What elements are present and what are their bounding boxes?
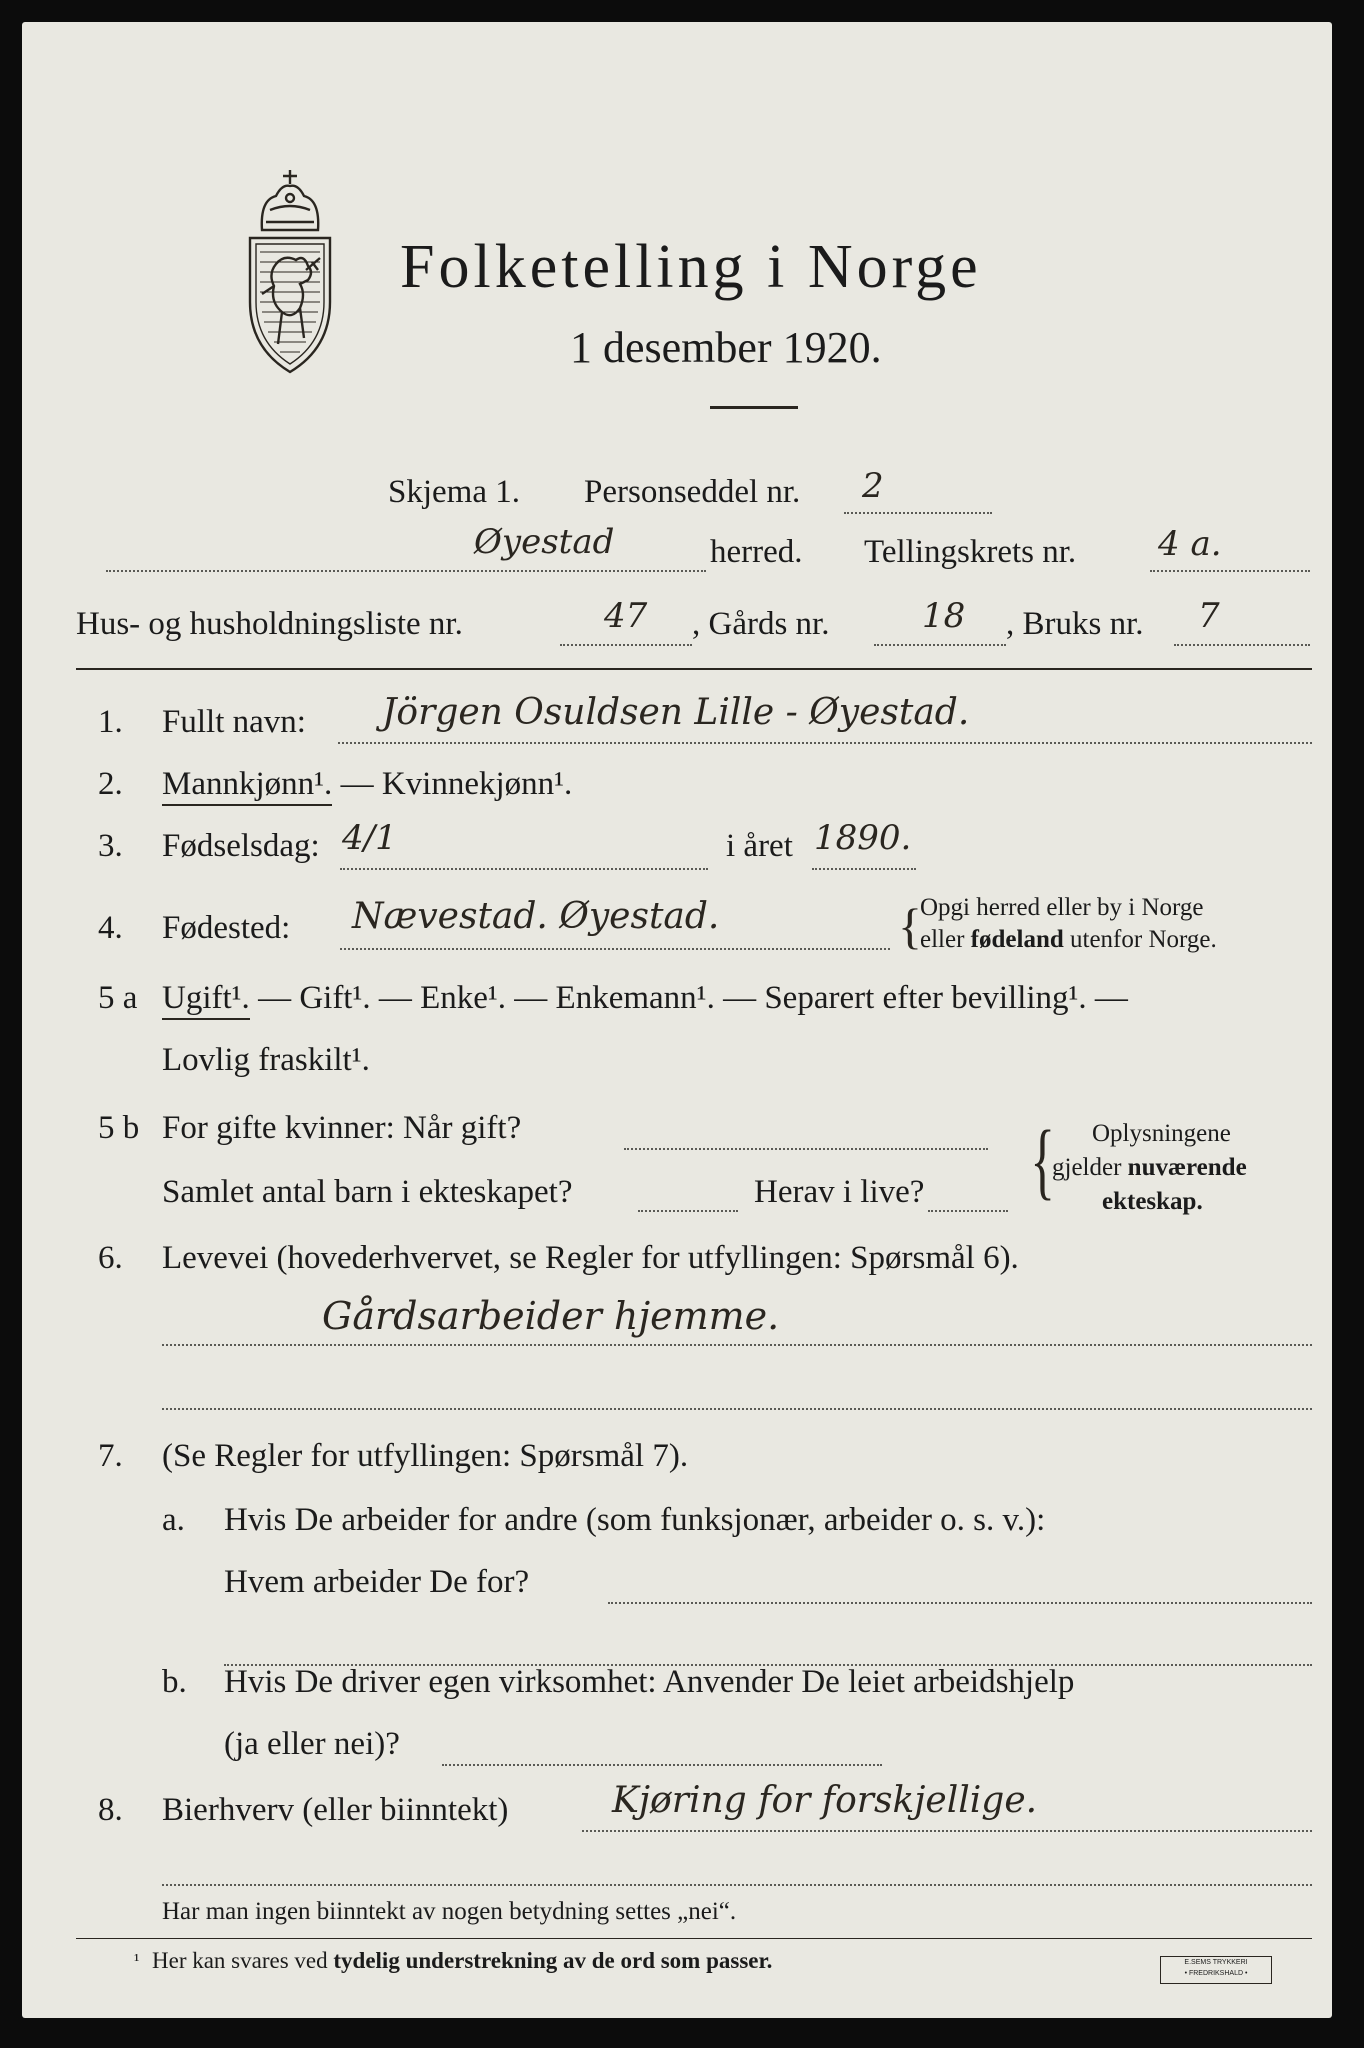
q5a-other-options[interactable]: — Gift¹. — Enke¹. — Enkemann¹. — Separert efter bevilling¹. — <box>258 980 1128 1016</box>
q5b-number: 5 b <box>98 1110 140 1146</box>
q4-note-line2: eller fødeland utenfor Norge. <box>920 926 1217 953</box>
q3-year-label: i året <box>726 828 793 864</box>
q3-label: Fødselsdag: <box>162 828 320 864</box>
q1-full-name[interactable]: Jörgen Osuldsen Lille - Øyestad. <box>382 692 970 733</box>
footer-note: Har man ingen biinntekt av nogen betydning settes „nei“. <box>162 1898 737 1925</box>
q7a-label: Hvis De arbeider for andre (som funksjonær, arbeider o. s. v.): <box>224 1502 1046 1538</box>
footnote-text: Her kan svares ved tydelig understrekning av de ord som passer. <box>152 1948 773 1973</box>
q8-number: 8. <box>98 1792 123 1828</box>
q7-label: (Se Regler for utfyllingen: Spørsmål 7). <box>162 1438 689 1474</box>
q1-number: 1. <box>98 704 123 740</box>
form-title: Folketelling i Norge <box>400 233 982 301</box>
q5b-label: For gifte kvinner: Når gift? <box>162 1110 522 1146</box>
q3-birthday-value[interactable]: 4/1 <box>342 818 397 858</box>
census-form-page <box>22 22 1332 2018</box>
q5b-note-line3: ekteskap. <box>1102 1188 1203 1215</box>
q2-female-option[interactable]: — Kvinnekjønn¹. <box>340 766 573 802</box>
q7b-letter: b. <box>162 1664 187 1700</box>
bruks-label: , Bruks nr. <box>1006 606 1144 642</box>
q4-birthplace-value[interactable]: Nævestad. Øyestad. <box>352 896 720 937</box>
q7a-letter: a. <box>162 1502 185 1538</box>
q5b-note-line2: gjelder nuværende <box>1052 1154 1247 1181</box>
q5a-number: 5 a <box>98 980 138 1016</box>
bruks-value[interactable]: 7 <box>1198 596 1220 636</box>
q1-label: Fullt navn: <box>162 704 306 740</box>
gards-value[interactable]: 18 <box>922 596 966 636</box>
coat-of-arms-icon <box>230 162 350 382</box>
husliste-label: Hus- og husholdningsliste nr. <box>76 606 463 642</box>
q6-occupation-value[interactable]: Gårdsarbeider hjemme. <box>322 1294 780 1338</box>
form-date: 1 desember 1920. <box>570 323 882 372</box>
q7a-employer-label: Hvem arbeider De for? <box>224 1564 530 1600</box>
herred-value[interactable]: Øyestad <box>474 522 615 562</box>
printer-stamp: E.SEMS TRYKKERI • FREDRIKSHALD • <box>1160 1956 1272 1984</box>
q5a-fraskilt-option[interactable]: Lovlig fraskilt¹. <box>162 1042 370 1078</box>
husliste-value[interactable]: 47 <box>604 596 648 636</box>
q3-year-value[interactable]: 1890. <box>814 818 912 858</box>
q5b-alive-label: Herav i live? <box>754 1174 925 1210</box>
q4-label: Fødested: <box>162 910 291 946</box>
tellingskrets-value[interactable]: 4 a. <box>1158 524 1222 564</box>
footnote-mark: ¹ <box>134 1950 140 1970</box>
skjema-label: Skjema 1. <box>388 474 520 510</box>
gards-label: , Gårds nr. <box>692 606 830 642</box>
q5b-note-line1: Oplysningene <box>1092 1120 1231 1147</box>
footer-rule <box>76 1938 1312 1939</box>
q8-label: Bierhverv (eller biinntekt) <box>162 1792 509 1828</box>
q2-male-option[interactable]: Mannkjønn¹. <box>162 766 332 806</box>
q2-number: 2. <box>98 766 123 802</box>
q7b-label: Hvis De driver egen virksomhet: Anvender De leiet arbeidshjelp <box>224 1664 1075 1700</box>
q6-label: Levevei (hovederhvervet, se Regler for utfyllingen: Spørsmål 6). <box>162 1240 1019 1276</box>
tellingskrets-label: Tellingskrets nr. <box>864 534 1077 570</box>
q4-note-line1: Opgi herred eller by i Norge <box>920 894 1204 921</box>
personseddel-label: Personseddel nr. <box>584 474 801 510</box>
q5a-status-options <box>162 978 1128 1018</box>
q3-number: 3. <box>98 828 123 864</box>
q4-number: 4. <box>98 910 123 946</box>
header-rule <box>76 668 1312 670</box>
q5b-brace: { <box>1030 1112 1056 1208</box>
q8-side-income-value[interactable]: Kjøring for forskjellige. <box>612 1780 1038 1821</box>
q7-number: 7. <box>98 1438 123 1474</box>
herred-label: herred. <box>710 534 803 570</box>
q7b-ja-nei-label: (ja eller nei)? <box>224 1726 400 1762</box>
q5b-children-label: Samlet antal barn i ekteskapet? <box>162 1174 573 1210</box>
q2-sex-options <box>162 764 572 804</box>
personseddel-value[interactable]: 2 <box>862 466 884 506</box>
q6-number: 6. <box>98 1240 123 1276</box>
q5a-ugift-option[interactable]: Ugift¹. <box>162 980 250 1020</box>
title-divider <box>710 406 798 409</box>
q4-brace: { <box>898 898 922 954</box>
